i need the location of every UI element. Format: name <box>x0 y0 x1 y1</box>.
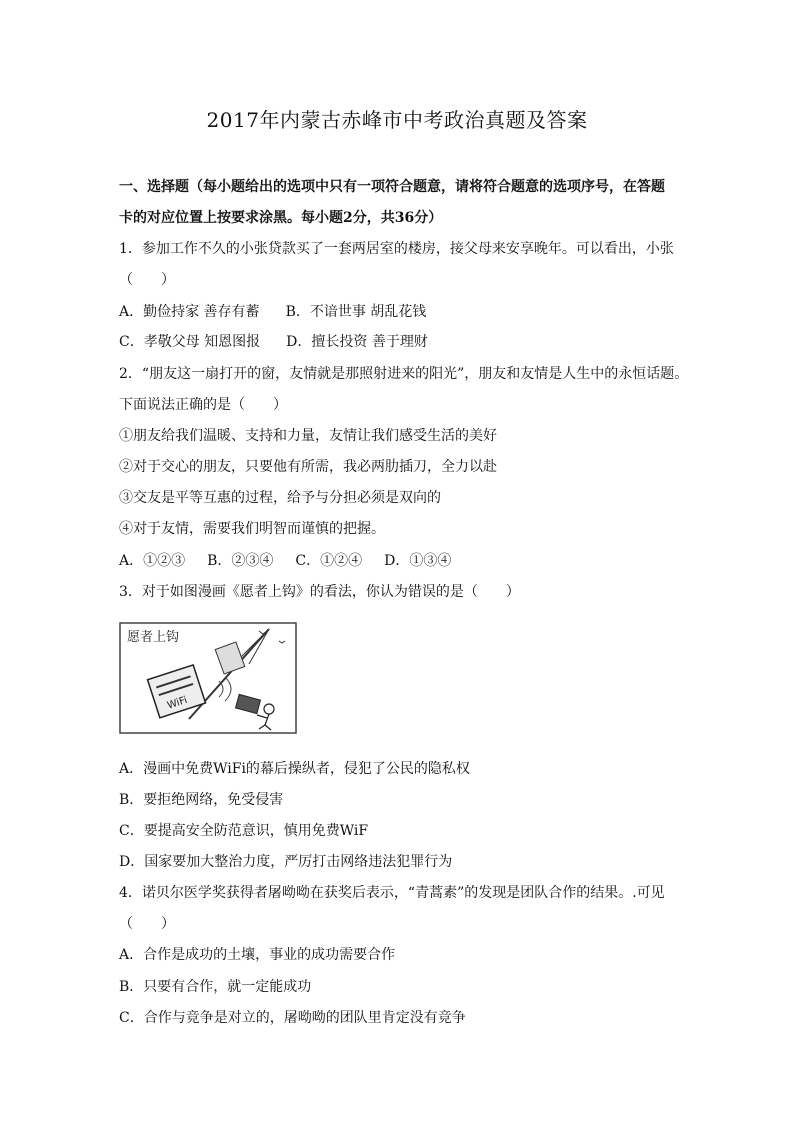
cartoon-sign-text: WiFi <box>166 694 189 712</box>
q2-option-b: B．②③④ <box>207 553 274 569</box>
q2-stem-line2: 下面说法正确的是（ ） <box>119 397 287 413</box>
cartoon-title: 愿者上钩 <box>127 630 180 645</box>
section-heading-line2: 卡的对应位置上按要求涂黑。每小题2分，共36分） <box>119 210 443 226</box>
q1-option-d: D．擅长投资 善于理财 <box>286 334 428 350</box>
document-title: 2017年内蒙古赤峰市中考政治真题及答案 <box>206 108 588 132</box>
q4-option-a: A．合作是成功的土壤，事业的成功需要合作 <box>119 947 396 963</box>
q4-option-c: C．合作与竞争是对立的，屠呦呦的团队里肯定没有竞争 <box>119 1010 466 1026</box>
q4-stem-line2: （ ） <box>119 916 175 932</box>
q4-option-b: B．只要有合作，就一定能成功 <box>119 979 312 995</box>
q1-option-c: C．孝敬父母 知恩图报 <box>119 334 261 350</box>
q1-option-b: B．不谙世事 胡乱花钱 <box>285 304 427 320</box>
q2-option-c: C．①②④ <box>295 553 363 569</box>
q1-option-a: A．勤俭持家 善存有蓄 <box>119 304 260 320</box>
q3-option-c: C．要提高安全防范意识，慎用免费WiF <box>119 823 369 839</box>
q2-statement-2: ②对于交心的朋友，只要他有所需，我必两肋插刀，全力以赴 <box>119 459 497 475</box>
q1-options-row2 <box>119 333 428 351</box>
q2-options-row <box>119 552 451 570</box>
q1-stem-line1: 1．参加工作不久的小张贷款买了一套两居室的楼房，接父母来安享晚年。可以看出，小张 <box>119 241 674 257</box>
q2-stem-line1: 2．“朋友这一扇打开的窗，友情就是那照射进来的阳光”，朋友和友情是人生中的永恒话题。 <box>119 366 689 382</box>
q2-statement-3: ③交友是平等互惠的过程，给予与分担必须是双向的 <box>119 490 441 506</box>
q3-option-a: A．漫画中免费WiFi的幕后操纵者，侵犯了公民的隐私权 <box>119 761 470 777</box>
q2-option-d: D．①③④ <box>384 553 452 569</box>
q3-option-b: B．要拒绝网络，免受侵害 <box>119 792 284 808</box>
q2-statement-4: ④对于友情，需要我们明智而谨慎的把握。 <box>119 521 385 537</box>
q2-statement-1: ①朋友给我们温暖、支持和力量，友情让我们感受生活的美好 <box>119 428 497 444</box>
q3-option-d: D．国家要加大整治力度，严厉打击网络违法犯罪行为 <box>119 854 453 870</box>
section-heading-line1: 一、选择题（每小题给出的选项中只有一项符合题意，请将符合题意的选项序号，在答题 <box>119 179 665 195</box>
q1-options-row1 <box>119 303 426 321</box>
q1-stem-line2: （ ） <box>119 272 175 288</box>
q4-stem-line1: 4．诺贝尔医学奖获得者屠呦呦在获奖后表示，“青蒿素”的发现是团队合作的结果。.可见 <box>119 885 665 901</box>
q3-stem: 3．对于如图漫画《愿者上钩》的看法，你认为错误的是（ ） <box>119 584 520 600</box>
q2-option-a: A．①②③ <box>119 553 186 569</box>
cartoon-illustration <box>119 619 301 737</box>
